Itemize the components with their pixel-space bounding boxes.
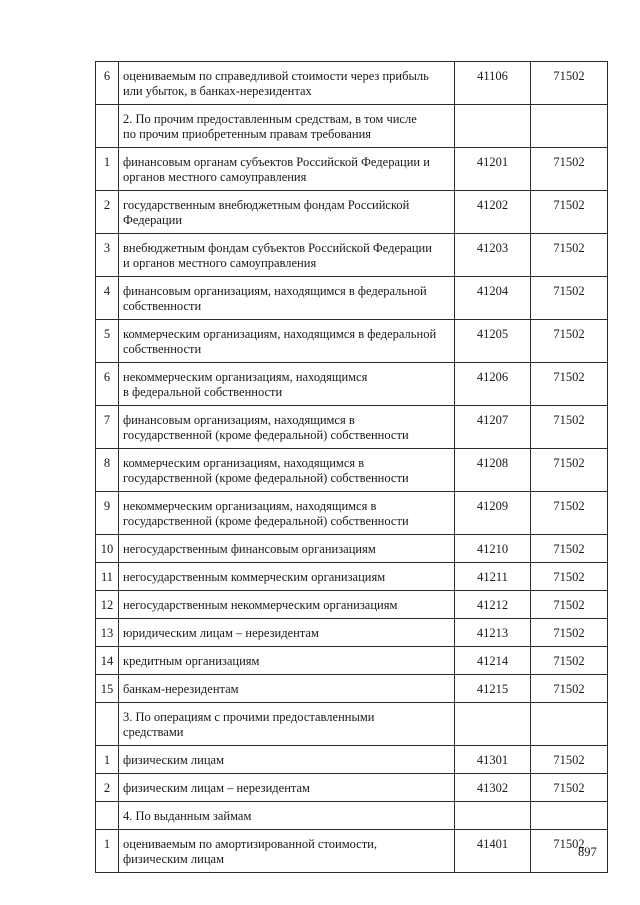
correspondent-account-number: 71502 — [531, 363, 608, 406]
row-number: 11 — [96, 563, 119, 591]
description-line: физическим лицам — [123, 753, 224, 767]
description-line: государственной (кроме федеральной) собственности — [123, 471, 409, 485]
row-number: 5 — [96, 320, 119, 363]
description-line: в федеральной собственности — [123, 385, 283, 399]
correspondent-account-number: 71502 — [531, 277, 608, 320]
table-row — [96, 774, 608, 802]
description-line: и органов местного самоуправления — [123, 256, 317, 270]
row-number: 8 — [96, 449, 119, 492]
row-number: 15 — [96, 675, 119, 703]
row-description — [119, 746, 455, 774]
description-line: некоммерческим организациям, находящимся — [123, 370, 368, 384]
table-row — [96, 591, 608, 619]
table-row — [96, 802, 608, 830]
table-row — [96, 105, 608, 148]
account-number: 41201 — [455, 148, 531, 191]
table-row — [96, 191, 608, 234]
correspondent-account-number: 71502 — [531, 774, 608, 802]
correspondent-account-number: 71502 — [531, 535, 608, 563]
row-number: 9 — [96, 492, 119, 535]
account-number: 41213 — [455, 619, 531, 647]
correspondent-account-number: 71502 — [531, 234, 608, 277]
description-line: внебюджетным фондам субъектов Российской Федерации — [123, 241, 432, 255]
correspondent-account-number: 71502 — [531, 746, 608, 774]
row-description — [119, 619, 455, 647]
account-number: 41204 — [455, 277, 531, 320]
description-line: физическим лицам — [123, 852, 224, 866]
row-number: 3 — [96, 234, 119, 277]
description-line: коммерческим организациям, находящимся в — [123, 456, 365, 470]
description-line: государственным внебюджетным фондам Российской — [123, 198, 410, 212]
row-description — [119, 492, 455, 535]
description-line: или убыток, в банках-нерезидентах — [123, 84, 312, 98]
correspondent-account-number: 71502 — [531, 830, 608, 873]
row-number: 2 — [96, 774, 119, 802]
table-row — [96, 746, 608, 774]
correspondent-account-number: 71502 — [531, 62, 608, 105]
correspondent-account-number: 71502 — [531, 591, 608, 619]
accounts-table-body — [96, 62, 608, 873]
account-number: 41214 — [455, 647, 531, 675]
correspondent-account-number — [531, 802, 608, 830]
account-number: 41215 — [455, 675, 531, 703]
description-line: финансовым организациям, находящимся в — [123, 413, 355, 427]
account-number: 41106 — [455, 62, 531, 105]
row-number — [96, 105, 119, 148]
account-number — [455, 105, 531, 148]
description-line: собственности — [123, 342, 202, 356]
row-description — [119, 105, 455, 148]
description-line: негосударственным финансовым организациям — [123, 542, 376, 556]
description-line: 4. По выданным займам — [123, 809, 252, 823]
row-number: 10 — [96, 535, 119, 563]
table-row — [96, 148, 608, 191]
table-row — [96, 449, 608, 492]
account-number: 41401 — [455, 830, 531, 873]
correspondent-account-number: 71502 — [531, 563, 608, 591]
table-row — [96, 563, 608, 591]
description-line: юридическим лицам – нерезидентам — [123, 626, 319, 640]
correspondent-account-number: 71502 — [531, 619, 608, 647]
row-description — [119, 406, 455, 449]
description-line: государственной (кроме федеральной) собственности — [123, 428, 409, 442]
description-line: средствами — [123, 725, 184, 739]
row-number: 14 — [96, 647, 119, 675]
row-description — [119, 234, 455, 277]
description-line: 2. По прочим предоставленным средствам, в том числе — [123, 112, 417, 126]
description-line: по прочим приобретенным правам требования — [123, 127, 372, 141]
description-line: оцениваемым по амортизированной стоимости, — [123, 837, 377, 851]
table-row — [96, 234, 608, 277]
account-number: 41203 — [455, 234, 531, 277]
description-line: некоммерческим организациям, находящимся в — [123, 499, 377, 513]
row-number: 4 — [96, 277, 119, 320]
account-number — [455, 703, 531, 746]
description-line: физическим лицам – нерезидентам — [123, 781, 310, 795]
description-line: государственной (кроме федеральной) собственности — [123, 514, 409, 528]
row-description — [119, 148, 455, 191]
account-number: 41212 — [455, 591, 531, 619]
description-line: негосударственным коммерческим организациям — [123, 570, 386, 584]
table-row — [96, 492, 608, 535]
row-number: 1 — [96, 746, 119, 774]
row-description — [119, 191, 455, 234]
row-number: 7 — [96, 406, 119, 449]
description-line: 3. По операциям с прочими предоставленными — [123, 710, 375, 724]
correspondent-account-number — [531, 703, 608, 746]
table-row — [96, 647, 608, 675]
description-line: оцениваемым по справедливой стоимости через прибыль — [123, 69, 429, 83]
correspondent-account-number: 71502 — [531, 320, 608, 363]
description-line: собственности — [123, 299, 202, 313]
description-line: коммерческим организациям, находящимся в федеральной — [123, 327, 437, 341]
row-description — [119, 774, 455, 802]
account-number: 41301 — [455, 746, 531, 774]
account-number: 41206 — [455, 363, 531, 406]
table-row — [96, 535, 608, 563]
row-description — [119, 277, 455, 320]
account-number: 41210 — [455, 535, 531, 563]
row-description — [119, 563, 455, 591]
row-number — [96, 703, 119, 746]
account-number: 41202 — [455, 191, 531, 234]
row-description — [119, 802, 455, 830]
account-number: 41302 — [455, 774, 531, 802]
row-description — [119, 703, 455, 746]
row-number: 2 — [96, 191, 119, 234]
accounts-table — [95, 61, 608, 873]
table-row — [96, 62, 608, 105]
correspondent-account-number: 71502 — [531, 406, 608, 449]
row-description — [119, 591, 455, 619]
table-row — [96, 619, 608, 647]
description-line: банкам-нерезидентам — [123, 682, 239, 696]
row-description — [119, 535, 455, 563]
row-description — [119, 320, 455, 363]
account-number: 41205 — [455, 320, 531, 363]
row-number: 1 — [96, 148, 119, 191]
description-line: финансовым организациям, находящимся в федеральной — [123, 284, 427, 298]
correspondent-account-number: 71502 — [531, 148, 608, 191]
description-line: кредитным организациям — [123, 654, 260, 668]
row-number — [96, 802, 119, 830]
description-line: органов местного самоуправления — [123, 170, 307, 184]
account-number: 41208 — [455, 449, 531, 492]
table-row — [96, 675, 608, 703]
row-number: 6 — [96, 62, 119, 105]
account-number: 41211 — [455, 563, 531, 591]
row-description — [119, 62, 455, 105]
row-description — [119, 363, 455, 406]
description-line: финансовым органам субъектов Российской Федерации и — [123, 155, 430, 169]
correspondent-account-number: 71502 — [531, 449, 608, 492]
row-description — [119, 449, 455, 492]
description-line: Федерации — [123, 213, 183, 227]
correspondent-account-number — [531, 105, 608, 148]
correspondent-account-number: 71502 — [531, 647, 608, 675]
table-row — [96, 406, 608, 449]
correspondent-account-number: 71502 — [531, 675, 608, 703]
table-row — [96, 277, 608, 320]
row-number: 12 — [96, 591, 119, 619]
table-row — [96, 830, 608, 873]
table-row — [96, 363, 608, 406]
row-number: 6 — [96, 363, 119, 406]
row-number: 1 — [96, 830, 119, 873]
correspondent-account-number: 71502 — [531, 492, 608, 535]
account-number — [455, 802, 531, 830]
table-row — [96, 703, 608, 746]
account-number: 41209 — [455, 492, 531, 535]
row-description — [119, 675, 455, 703]
row-description — [119, 830, 455, 873]
correspondent-account-number: 71502 — [531, 191, 608, 234]
table-row — [96, 320, 608, 363]
description-line: негосударственным некоммерческим организациям — [123, 598, 398, 612]
row-number: 13 — [96, 619, 119, 647]
account-number: 41207 — [455, 406, 531, 449]
row-description — [119, 647, 455, 675]
page-number: 897 — [578, 845, 597, 859]
